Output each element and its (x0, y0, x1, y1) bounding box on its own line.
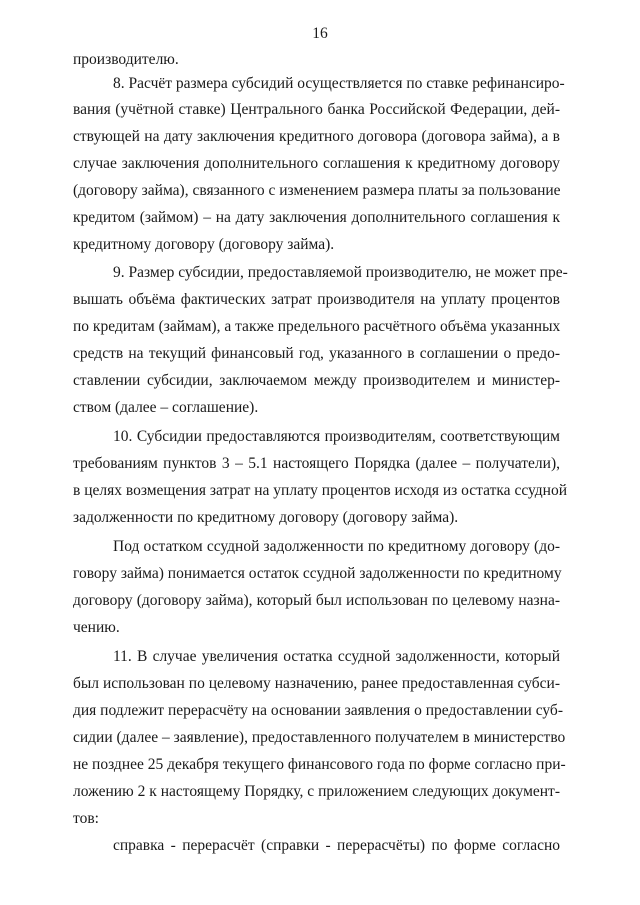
text-line: требованиям пунктов 3 – 5.1 настоящего Порядка (далее – получатели), (73, 455, 560, 472)
text-line: вышать объёма фактических затрат производителя на уплату процентов (73, 291, 560, 308)
text-line: производителю. (73, 51, 179, 68)
text-line: в целях возмещения затрат на уплату процентов исходя из остатка ссудной (73, 482, 567, 499)
text-line: по кредитам (займам), а также предельного расчётного объёма указанных (73, 318, 561, 335)
text-line: был использован по целевому назначению, ранее предоставленная субси- (73, 675, 560, 692)
text-line: ложению 2 к настоящему Порядку, с приложением следующих документ- (73, 783, 560, 800)
text-line: сидии (далее – заявление), предоставленного получателем в министерство (73, 729, 566, 746)
text-line: (договору займа), связанного с изменением размера платы за пользование (73, 182, 561, 199)
text-line: Под остатком ссудной задолженности по кредитному договору (до- (113, 538, 560, 555)
text-line: тов: (73, 810, 99, 827)
text-line: не позднее 25 декабря текущего финансового года по форме согласно при- (73, 756, 566, 773)
text-line: говору займа) понимается остаток ссудной задолженности по кредитному (73, 565, 562, 582)
text-line: задолженности по кредитному договору (договору займа). (73, 509, 459, 526)
text-line: средств на текущий финансовый год, указанного в соглашении о предо- (73, 345, 560, 362)
text-line: дия подлежит перерасчёту на основании заявления о предоставлении суб- (73, 702, 563, 719)
text-line: 8. Расчёт размера субсидий осуществляется по ставке рефинансиро- (113, 75, 565, 92)
text-line: кредитом (займом) – на дату заключения дополнительного соглашения к (73, 209, 560, 226)
text-line: кредитному договору (договору займа). (73, 236, 335, 253)
text-line: ставлении субсидии, заключаемом между производителем и министер- (73, 372, 560, 389)
text-line: 9. Размер субсидии, предоставляемой производителю, не может пре- (113, 264, 568, 281)
text-line: случае заключения дополнительного соглашения к кредитному договору (73, 155, 560, 172)
text-line: 11. В случае увеличения остатка ссудной задолженности, который (113, 648, 560, 665)
text-line: 10. Субсидии предоставляются производителям, соответствующим (113, 428, 560, 445)
page-number: 16 (312, 25, 328, 42)
text-line: ством (далее – соглашение). (73, 399, 259, 416)
text-line: ствующей на дату заключения кредитного договора (договора займа), а в (73, 128, 560, 145)
text-line: вания (учётной ставке) Центрального банка Российской Федерации, дей- (73, 101, 560, 118)
text-line: чению. (73, 619, 120, 636)
text-line: справка - перерасчёт (справки - перерасчёты) по форме согласно (113, 837, 560, 854)
text-line: договору (договору займа), который был использован по целевому назна- (73, 592, 560, 609)
